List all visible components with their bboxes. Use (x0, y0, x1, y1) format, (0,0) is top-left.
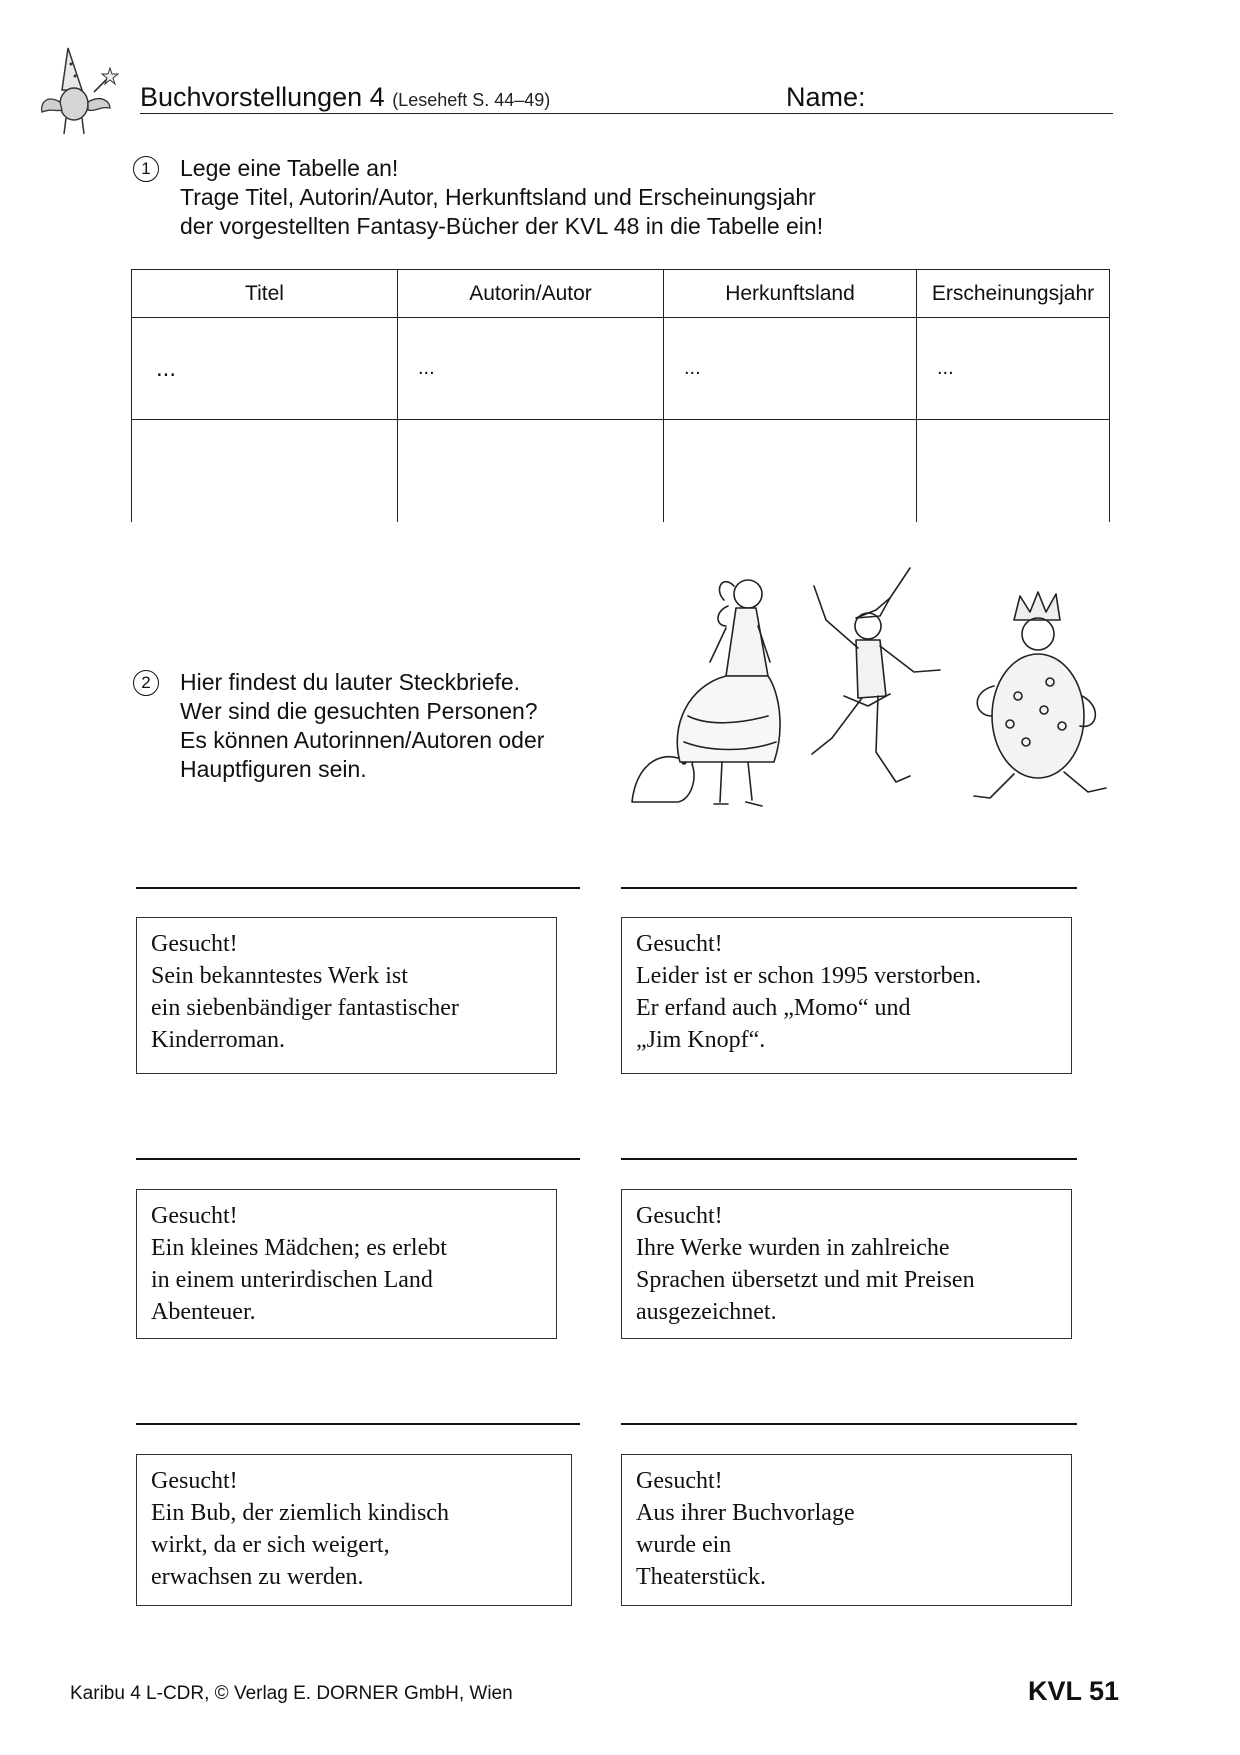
title-subtitle: (Leseheft S. 44–49) (392, 90, 551, 110)
card-line: Gesucht! (151, 931, 238, 957)
wanted-card-6 (621, 1454, 1072, 1606)
answer-line-1[interactable] (136, 887, 580, 889)
wanted-card-3 (136, 1189, 557, 1339)
card-line: Sein bekanntestes Werk ist (151, 963, 408, 989)
column-header-title: Titel (132, 270, 398, 318)
title-text: Buchvorstellungen 4 (140, 82, 385, 112)
card-line: Ein kleines Mädchen; es erlebt (151, 1235, 447, 1261)
wizard-bird-logo-icon (38, 46, 138, 138)
task-2-line: Wer sind die gesuchten Personen? (180, 698, 538, 724)
page-title (140, 82, 550, 115)
name-label: Name: (786, 82, 866, 112)
card-line: Aus ihrer Buchvorlage (636, 1500, 855, 1526)
task-1-instructions (180, 154, 1020, 241)
book-table (131, 269, 1110, 522)
card-line: Ihre Werke wurden in zahlreiche (636, 1235, 950, 1261)
task-1-line: Trage Titel, Autorin/Autor, Herkunftsland und Erscheinungsjahr (180, 184, 816, 210)
task-2-instructions (180, 668, 620, 784)
table-cell[interactable] (132, 420, 398, 523)
card-line: Gesucht! (636, 931, 723, 957)
answer-line-6[interactable] (621, 1423, 1077, 1425)
card-line: ausgezeichnet. (636, 1299, 777, 1325)
table-cell[interactable] (664, 420, 917, 523)
card-line: Theaterstück. (636, 1564, 766, 1590)
table-row (132, 420, 1110, 523)
wanted-card-2 (621, 917, 1072, 1074)
answer-line-3[interactable] (136, 1158, 580, 1160)
card-line: erwachsen zu werden. (151, 1564, 364, 1590)
column-header-country: Herkunftsland (664, 270, 917, 318)
task-2-line: Hier findest du lauter Steckbriefe. (180, 669, 521, 695)
table-cell[interactable]: ... (664, 318, 917, 420)
wanted-card-4 (621, 1189, 1072, 1339)
wanted-card-5 (136, 1454, 572, 1606)
table-cell[interactable]: ... (917, 318, 1110, 420)
card-line: Abenteuer. (151, 1299, 256, 1325)
card-line: Kinderroman. (151, 1027, 285, 1053)
card-line: ein siebenbändiger fantastischer (151, 995, 459, 1021)
card-line: Gesucht! (636, 1203, 723, 1229)
table-cell[interactable] (398, 420, 664, 523)
answer-line-4[interactable] (621, 1158, 1077, 1160)
card-line: Gesucht! (636, 1468, 723, 1494)
table-row (132, 318, 1110, 420)
card-line: wurde ein (636, 1532, 732, 1558)
answer-line-5[interactable] (136, 1423, 580, 1425)
task-1-line: der vorgestellten Fantasy-Bücher der KVL 48 in die Tabelle ein! (180, 213, 824, 239)
footer-page-code: KVL 51 (1028, 1676, 1120, 1706)
answer-line-2[interactable] (621, 887, 1077, 889)
table-cell[interactable] (917, 420, 1110, 523)
card-line: wirkt, da er sich weigert, (151, 1532, 390, 1558)
card-line: Er erfand auch „Momo“ und (636, 995, 911, 1021)
card-line: Ein Bub, der ziemlich kindisch (151, 1500, 449, 1526)
card-line: Leider ist er schon 1995 verstorben. (636, 963, 982, 989)
card-line: Gesucht! (151, 1468, 238, 1494)
card-line: in einem unterirdischen Land (151, 1267, 433, 1293)
footer-copyright: Karibu 4 L-CDR, © Verlag E. DORNER GmbH, Wien (70, 1683, 513, 1704)
task-1-line: Lege eine Tabelle an! (180, 155, 399, 181)
card-line: „Jim Knopf“. (636, 1027, 766, 1053)
task-2-number: 2 (133, 670, 159, 696)
task-1-number: 1 (133, 156, 159, 182)
column-header-author: Autorin/Autor (398, 270, 664, 318)
table-header-row (132, 270, 1110, 318)
name-input-line[interactable] (140, 113, 1113, 114)
task-2-line: Es können Autorinnen/Autoren oder (180, 727, 545, 753)
table-cell[interactable]: ... (398, 318, 664, 420)
wanted-card-1 (136, 917, 557, 1074)
card-line: Gesucht! (151, 1203, 238, 1229)
storybook-characters-illustration-icon (618, 566, 1118, 812)
column-header-year: Erscheinungsjahr (917, 270, 1110, 318)
card-line: Sprachen übersetzt und mit Preisen (636, 1267, 975, 1293)
table-cell[interactable]: ... (132, 318, 398, 420)
task-2-line: Hauptfiguren sein. (180, 756, 367, 782)
